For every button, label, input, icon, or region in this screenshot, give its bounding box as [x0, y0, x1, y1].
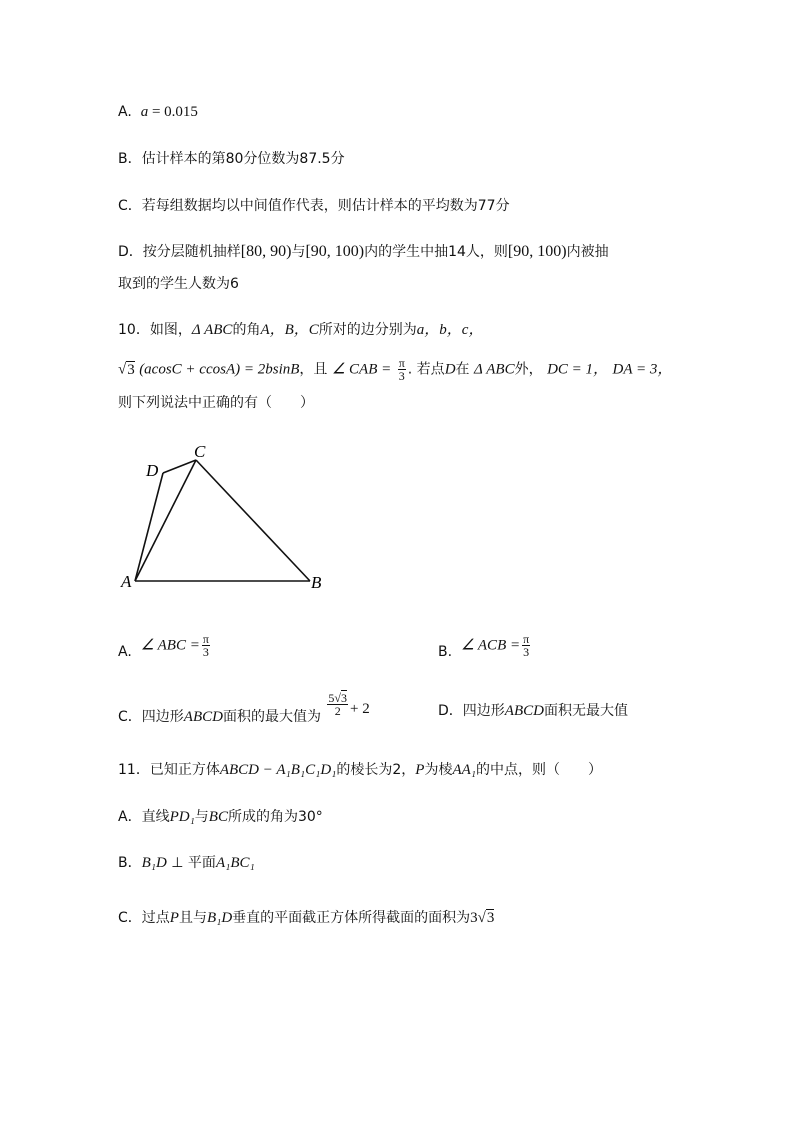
q9-option-c: C．若每组数据均以中间值作代表，则估计样本的平均数为77分 [118, 198, 510, 214]
q9-option-d: D．按分层随机抽样[80, 90)与[90, 100)内的学生中抽14人，则[90, 100)内被抽 [118, 243, 609, 260]
interval-80-90: [80, 90) [240, 243, 292, 260]
interval-90-100-b: [90, 100) [507, 243, 567, 260]
area-3-sqrt-3: 3√3 [470, 910, 495, 926]
q10-option-d: D．四边形ABCD面积无最大值 [438, 703, 628, 719]
edge-ac [135, 460, 196, 581]
q10-intro: 10．如图，Δ ABC的角A，B，C所对的边分别为a，b，c， [118, 322, 484, 338]
edge-cb [196, 460, 310, 581]
pi-over-3-b: $\frac{\pi}{3}$ [523, 632, 530, 659]
vertex-label-a: A [121, 572, 132, 591]
q10-option-c: C．四边形ABCD面积的最大值为 $\frac{5√3}{2}$ + 2 [118, 691, 370, 725]
q9-option-a: A. a = 0.015 [118, 104, 198, 120]
q11-intro: 11．已知正方体ABCD − A₁B₁C₁D₁的棱长为2，P为棱AA₁的中点，则（ ） [118, 762, 603, 778]
q10-option-b: B. ∠ ACB = $\frac{\pi}{3}$ [438, 632, 530, 660]
q11-option-b: B．B₁D ⊥ 平面A₁BC₁ [118, 855, 255, 871]
q10-question: 则下列说法中正确的有（ ） [118, 395, 314, 411]
vertex-label-d: D [146, 461, 159, 480]
max-area-fraction: $\frac{5√3}{2}$ [328, 691, 347, 718]
q9-option-b: B．估计样本的第80分位数为87.5分 [118, 151, 345, 167]
q11-option-a: A．直线PD₁与BC所成的角为30° [118, 809, 323, 825]
sqrt-3: √3 [118, 361, 135, 378]
cube-name: ABCD − A₁B₁C₁D₁ [219, 762, 337, 778]
q9-option-d-line2: 取到的学生人数为6 [118, 276, 239, 292]
q10-option-a: A. ∠ ABC = $\frac{\pi}{3}$ [118, 632, 209, 660]
q9-a-variable: a [140, 104, 149, 120]
q10-equation: (acosC + ccosA) = 2bsinB [139, 361, 300, 378]
vertex-label-b: B [311, 573, 322, 592]
interval-90-100: [90, 100) [305, 243, 365, 260]
q10-condition: √3 (acosC + ccosA) = 2bsinB，且 ∠ CAB = $\frac{\pi}{3}$ . 若点D在 Δ ABC外， DC = 1， DA = 3， [118, 356, 673, 383]
vertex-label-c: C [194, 442, 206, 461]
pi-over-3-a: $\frac{\pi}{3}$ [202, 632, 209, 659]
q11-option-c: C．过点P且与B₁D垂直的平面截正方体所得截面的面积为3√3 [118, 910, 495, 926]
angle-cab: ∠ CAB = [331, 361, 392, 378]
pi-over-3: $\frac{\pi}{3}$ [398, 356, 405, 383]
edge-ad [135, 473, 163, 581]
q9-a-value: = 0.015 [148, 104, 198, 120]
